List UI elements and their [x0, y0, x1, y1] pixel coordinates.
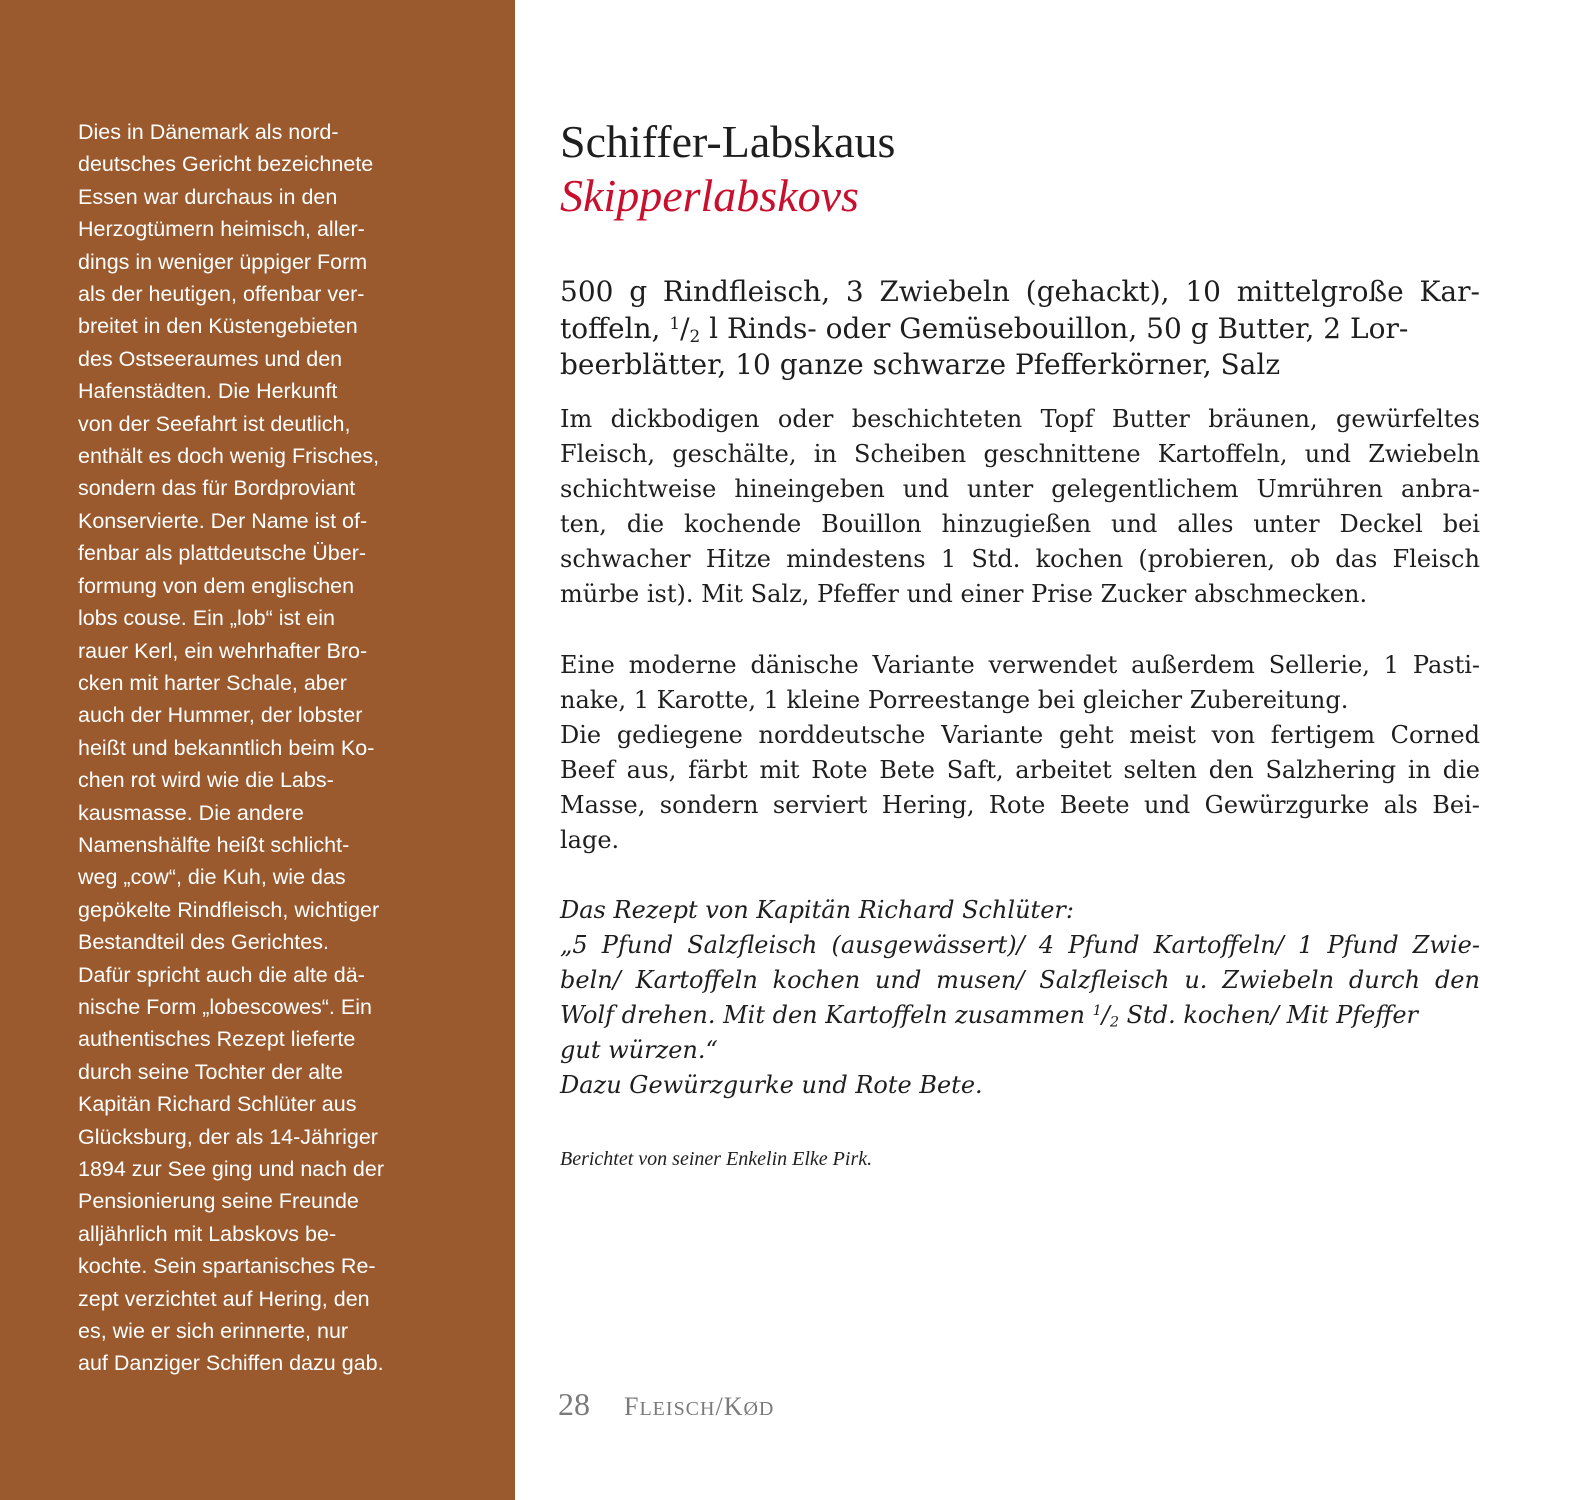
word: Zwiebeln [1368, 440, 1480, 468]
sidebar-line: Namenshälfte heißt schlicht- [78, 832, 350, 857]
word: Saft, [946, 756, 1004, 784]
word: Zwie- [1412, 931, 1480, 959]
word: (probieren, [1138, 545, 1276, 573]
word: geschälte, [672, 440, 797, 468]
word: gewürfeltes [1335, 405, 1480, 433]
word: Pfund [1327, 931, 1399, 959]
ingredients-list [560, 274, 1480, 384]
word: oder [777, 405, 834, 433]
word: beln/ [560, 966, 621, 994]
sidebar-line: heißt und bekanntlich beim Ko- [78, 735, 375, 760]
sidebar-line: Essen war durchaus in den [78, 184, 338, 209]
word: dickbodigen [610, 405, 760, 433]
word: ob [1290, 545, 1321, 573]
sidebar-panel [0, 0, 515, 1500]
word: als [1383, 791, 1418, 819]
word: die [1442, 756, 1480, 784]
word: Variante [872, 651, 975, 679]
variant-line [560, 753, 1480, 788]
word: bei [1442, 510, 1480, 538]
variant-line [560, 788, 1480, 823]
quote-line: gut würzen.“ [560, 1036, 718, 1064]
word: die [626, 510, 665, 538]
sidebar-line: rauer Kerl, ein wehrhafter Bro- [78, 638, 368, 663]
word: Die [560, 721, 602, 749]
word: mittelgroße [1236, 275, 1404, 308]
variant-line: lage. [560, 826, 620, 854]
section-text: ØD [743, 1398, 775, 1420]
word: Gewürzgurke [1204, 791, 1370, 819]
word: 4 [1038, 931, 1055, 959]
word: und [902, 475, 950, 503]
section-label [624, 1392, 774, 1421]
sidebar-line: fenbar als plattdeutsche Über- [78, 541, 367, 566]
section-text: / [715, 1392, 724, 1421]
quote-line [560, 928, 1480, 963]
sidebar-line: es, wie er sich erinnerte, nur [78, 1319, 349, 1344]
word: alles [1177, 510, 1234, 538]
word: färbt [688, 756, 748, 784]
word: Im [560, 405, 593, 433]
word: unter [1253, 510, 1320, 538]
word: Butter [1111, 405, 1190, 433]
word: gelegentlichem [1051, 475, 1239, 503]
preparation-line [560, 437, 1480, 472]
sidebar-line: sondern das für Bordproviant [78, 476, 356, 501]
sidebar-line: Pensionierung seine Freunde [78, 1189, 359, 1214]
word: (ausgewässert)/ [831, 931, 1025, 959]
word: Beete [1059, 791, 1130, 819]
fraction-slash: / [1101, 1001, 1110, 1029]
word: norddeutsche [758, 721, 926, 749]
word: anbra- [1400, 475, 1480, 503]
sidebar-line: enthält es doch wenig Frisches, [78, 444, 380, 469]
sidebar-line: 1894 zur See ging und nach der [78, 1157, 385, 1181]
word: Topf [1040, 405, 1094, 433]
word: Rote [988, 791, 1046, 819]
sidebar-line: alljährlich mit Labskovs be- [78, 1221, 337, 1246]
word: durch [1348, 966, 1421, 994]
word: Hering, [881, 791, 975, 819]
word: arbeitet [1015, 756, 1112, 784]
sidebar-line: als der heutigen, offenbar ver- [78, 282, 365, 307]
word: 500 [560, 275, 614, 308]
word: sondern [659, 791, 759, 819]
ingredients-line [560, 274, 1480, 311]
word: gediegene [616, 721, 743, 749]
page-number: 28 [558, 1386, 590, 1422]
captain-recipe-quote [560, 893, 1480, 1103]
word: Bei- [1432, 791, 1480, 819]
preparation-line: mürbe ist). Mit Salz, Pfeffer und einer Prise Zucker abschmecken. [560, 580, 1368, 608]
sidebar-line: des Ostseeraumes und den [78, 346, 343, 371]
preparation-line [560, 472, 1480, 507]
word: selten [1123, 756, 1198, 784]
preparation-line [560, 507, 1480, 542]
word: Hitze [705, 545, 771, 573]
sidebar-line: Dafür spricht auch die alte dä- [78, 962, 365, 987]
word: moderne [628, 651, 737, 679]
word: kochen [1035, 545, 1124, 573]
word: in [1407, 756, 1431, 784]
word: kochende [684, 510, 802, 538]
sidebar-line: authentisches Rezept lieferte [78, 1027, 356, 1052]
sidebar-line: durch seine Tochter der alte [78, 1059, 343, 1084]
word: Pasti- [1412, 651, 1480, 679]
word: dänische [750, 651, 859, 679]
word: bräunen, [1208, 405, 1318, 433]
word: 1 [1383, 651, 1400, 679]
word: Deckel [1339, 510, 1423, 538]
sidebar-line: kochte. Sein spartanisches Re- [78, 1254, 376, 1279]
word: das [1335, 545, 1378, 573]
sidebar-line: weg „cow“, die Kuh, wie das [78, 865, 346, 890]
sidebar-line: auf Danziger Schiffen dazu gab. [78, 1351, 384, 1376]
word: beschichteten [851, 405, 1023, 433]
ingredients-line: beerblätter, 10 ganze schwarze Pfefferkörner, Salz [560, 348, 1281, 381]
word: den [1434, 966, 1480, 994]
sidebar-line: Herzogtümern heimisch, aller- [78, 217, 365, 242]
fraction-slash: / [680, 311, 690, 345]
preparation-line [560, 402, 1480, 437]
sidebar-line: gepökelte Rindfleisch, wichtiger [78, 897, 380, 922]
word: Salzfleisch [1039, 966, 1170, 994]
word: Zwiebeln [1222, 966, 1335, 994]
line-text: Std. kochen/ Mit Pfeffer [1118, 1001, 1419, 1029]
fraction-numerator: 1 [1092, 1003, 1102, 1020]
word: „5 [560, 931, 588, 959]
fraction-numerator: 1 [669, 312, 681, 333]
variant-line: nake, 1 Karotte, 1 kleine Porreestange bei gleicher Zubereitung. [560, 686, 1349, 714]
word: aus, [626, 756, 677, 784]
word: Std. [971, 545, 1021, 573]
word: Salzfleisch [687, 931, 818, 959]
variant-line [560, 718, 1480, 753]
section-text: K [723, 1392, 744, 1421]
word: geschnittene [983, 440, 1141, 468]
preparation-text [560, 402, 1480, 612]
word: Bete [879, 756, 935, 784]
word: Kartoffeln [635, 966, 758, 994]
word: 10 [1185, 275, 1221, 308]
word: in [813, 440, 837, 468]
word: hinzugießen [941, 510, 1092, 538]
sidebar-line: Konservierte. Der Name ist of- [78, 508, 368, 533]
word: Zwiebeln [879, 275, 1010, 308]
word: verwendet [988, 651, 1118, 679]
word: Kar- [1419, 275, 1480, 308]
word: und [1111, 510, 1158, 538]
quote-intro: Das Rezept von Kapitän Richard Schlüter: [560, 896, 1074, 924]
word: außerdem [1131, 651, 1255, 679]
sidebar-line: kausmasse. Die andere [78, 800, 304, 825]
recipe-credit: Berichtet von seiner Enkelin Elke Pirk. [560, 1148, 873, 1170]
word: mit [759, 756, 800, 784]
word: und [875, 966, 922, 994]
sidebar-line: auch der Hummer, der lobster [78, 703, 363, 728]
word: Sellerie, [1268, 651, 1370, 679]
word: fertigem [1270, 721, 1375, 749]
word: und [1143, 791, 1191, 819]
word: serviert [772, 791, 868, 819]
ingredients-line [560, 311, 1480, 348]
fraction-denominator: 2 [689, 325, 701, 346]
word: Fleisch, [560, 440, 656, 468]
page-footer [558, 1386, 774, 1423]
ingredients-text: l Rinds- oder Gemüsebouillon, 50 g Butter, 2 Lor- [700, 311, 1409, 345]
sidebar-line: Glücksburg, der als 14-Jähriger [78, 1124, 378, 1149]
sidebar-line: deutsches Gericht bezeichnete [78, 152, 374, 177]
sidebar-line: nische Form „lobescowes“. Ein [78, 994, 372, 1019]
word: den [1208, 756, 1254, 784]
word: ten, [560, 510, 607, 538]
word: g [629, 275, 648, 308]
word: Pfund [601, 931, 674, 959]
word: 3 [845, 275, 864, 308]
word: Umrühren [1256, 475, 1384, 503]
ingredients-text: toffeln, [560, 311, 670, 345]
word: mindestens [786, 545, 926, 573]
word: unter [967, 475, 1034, 503]
word: meist [1129, 721, 1196, 749]
word: 1 [1297, 931, 1314, 959]
word: u. [1184, 966, 1208, 994]
sidebar-text [78, 116, 428, 1380]
word: Kartoffeln, [1157, 440, 1288, 468]
word: Bouillon [821, 510, 922, 538]
section-text: F [624, 1392, 640, 1421]
word: Scheiben [854, 440, 967, 468]
sidebar-line: Hafenstädten. Die Herkunft [78, 379, 338, 404]
sidebar-line: Kapitän Richard Schlüter aus [78, 1092, 357, 1117]
sidebar-line: dings in weniger üppiger Form [78, 249, 368, 274]
variant-line [560, 648, 1480, 683]
sidebar-line: von der Seefahrt ist deutlich, [78, 411, 351, 436]
word: Masse, [560, 791, 646, 819]
word: schwacher [560, 545, 691, 573]
word: hineingeben [734, 475, 885, 503]
sidebar-line: Bestandteil des Gerichtes. [78, 930, 329, 955]
preparation-line [560, 542, 1480, 577]
recipe-subtitle: Skipperlabskovs [560, 170, 859, 221]
word: musen/ [936, 966, 1025, 994]
word: Fleisch [1392, 545, 1480, 573]
word: Salzhering [1265, 756, 1397, 784]
word: Variante [941, 721, 1044, 749]
word: 1 [940, 545, 957, 573]
word: Pfund [1068, 931, 1140, 959]
sidebar-line: zept verzichtet auf Hering, den [78, 1286, 370, 1311]
word: (gehackt), [1025, 275, 1170, 308]
sidebar-line: formung von dem englischen [78, 573, 355, 598]
word: Kartoffeln/ [1153, 931, 1284, 959]
quote-line [560, 998, 1480, 1033]
word: Rote [811, 756, 868, 784]
section-text: LEISCH [639, 1398, 716, 1420]
fraction-denominator: 2 [1109, 1014, 1119, 1031]
quote-line: Dazu Gewürzgurke und Rote Bete. [560, 1071, 983, 1099]
word: und [1304, 440, 1352, 468]
word: schichtweise [560, 475, 717, 503]
word: Beef [560, 756, 615, 784]
quote-line [560, 963, 1480, 998]
word: von [1211, 721, 1256, 749]
sidebar-line: Dies in Dänemark als nord- [78, 120, 339, 144]
line-text: Wolf drehen. Mit den Kartoffeln zusammen [560, 1001, 1093, 1029]
variants-text [560, 648, 1480, 858]
sidebar-line: lobs couse. Ein „lob“ ist ein [78, 606, 335, 631]
word: Rindfleisch, [662, 275, 831, 308]
word: kochen [772, 966, 861, 994]
word: Corned [1390, 721, 1480, 749]
sidebar-line: chen rot wird wie die Labs- [78, 768, 334, 793]
sidebar-line: cken mit harter Schale, aber [78, 670, 347, 695]
sidebar-line: breitet in den Küstengebieten [78, 314, 358, 339]
word: Eine [560, 651, 615, 679]
word: geht [1058, 721, 1114, 749]
recipe-title: Schiffer-Labskaus [560, 116, 896, 167]
